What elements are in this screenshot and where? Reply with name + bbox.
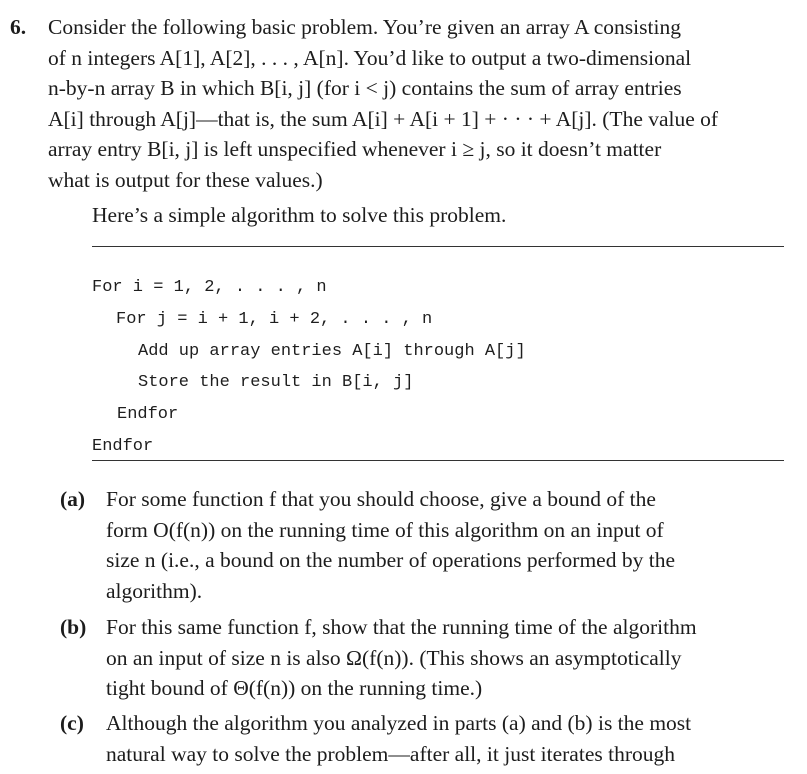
statement-line: array entry B[i, j] is left unspecified whenever i ≥ j, so it doesn’t matter: [48, 137, 662, 161]
part-a-line: size n (i.e., a bound on the number of operations performed by the: [106, 548, 675, 572]
part-c-line: natural way to solve the problem—after all, it just iterates through: [106, 741, 675, 766]
statement-line: of n integers A[1], A[2], . . . , A[n]. You’d like to output a two-dimensional: [48, 45, 692, 70]
code-line: Endfor: [92, 436, 154, 456]
part-b-text: [106, 612, 791, 704]
statement-line: n-by-n array B in which B[i, j] (for i < j) contains the sum of array entries: [48, 76, 682, 100]
code-line: Store the result in B[i, j]: [138, 373, 414, 393]
part-a-label: (a): [60, 487, 86, 511]
algorithm-intro: [92, 200, 807, 231]
part-a-line: algorithm).: [106, 578, 203, 603]
part-a-text: [106, 484, 791, 606]
part-b-line: For this same function f, show that the running time of the algorithm: [106, 615, 697, 639]
part-c-text: [106, 708, 791, 769]
part-b-line: on an input of size n is also Ω(f(n)). (This shows an asymptotically: [106, 645, 682, 670]
statement-line: Consider the following basic problem. You’re given an array A consisting: [48, 15, 681, 39]
part-c-label: (c): [60, 711, 84, 735]
problem-statement: [48, 12, 788, 195]
statement-line: A[i] through A[j]—that is, the sum A[i] + A[i + 1] + · · · + A[j]. (The value of: [48, 106, 719, 131]
part-b-line: tight bound of Θ(f(n)) on the running time.): [106, 676, 483, 700]
code-line: Add up array entries A[i] through A[j]: [138, 341, 526, 361]
intro-line: Here’s a simple algorithm to solve this problem.: [92, 203, 507, 227]
part-a-line: form O(f(n)) on the running time of this algorithm on an input of: [106, 517, 664, 542]
code-line: For j = i + 1, i + 2, . . . , n: [116, 309, 433, 329]
code-line: Endfor: [117, 405, 179, 425]
statement-line: what is output for these values.): [48, 167, 323, 192]
top-rule: [92, 246, 784, 247]
algorithm-code: [92, 272, 526, 463]
code-line: For i = 1, 2, . . . , n: [92, 278, 327, 297]
problem-number: 6.: [10, 15, 27, 39]
part-a-line: For some function f that you should choose, give a bound of the: [106, 487, 656, 511]
part-b-label: (b): [60, 615, 87, 639]
bottom-rule: [92, 460, 784, 461]
part-c-line: Although the algorithm you analyzed in parts (a) and (b) is the most: [106, 711, 692, 735]
